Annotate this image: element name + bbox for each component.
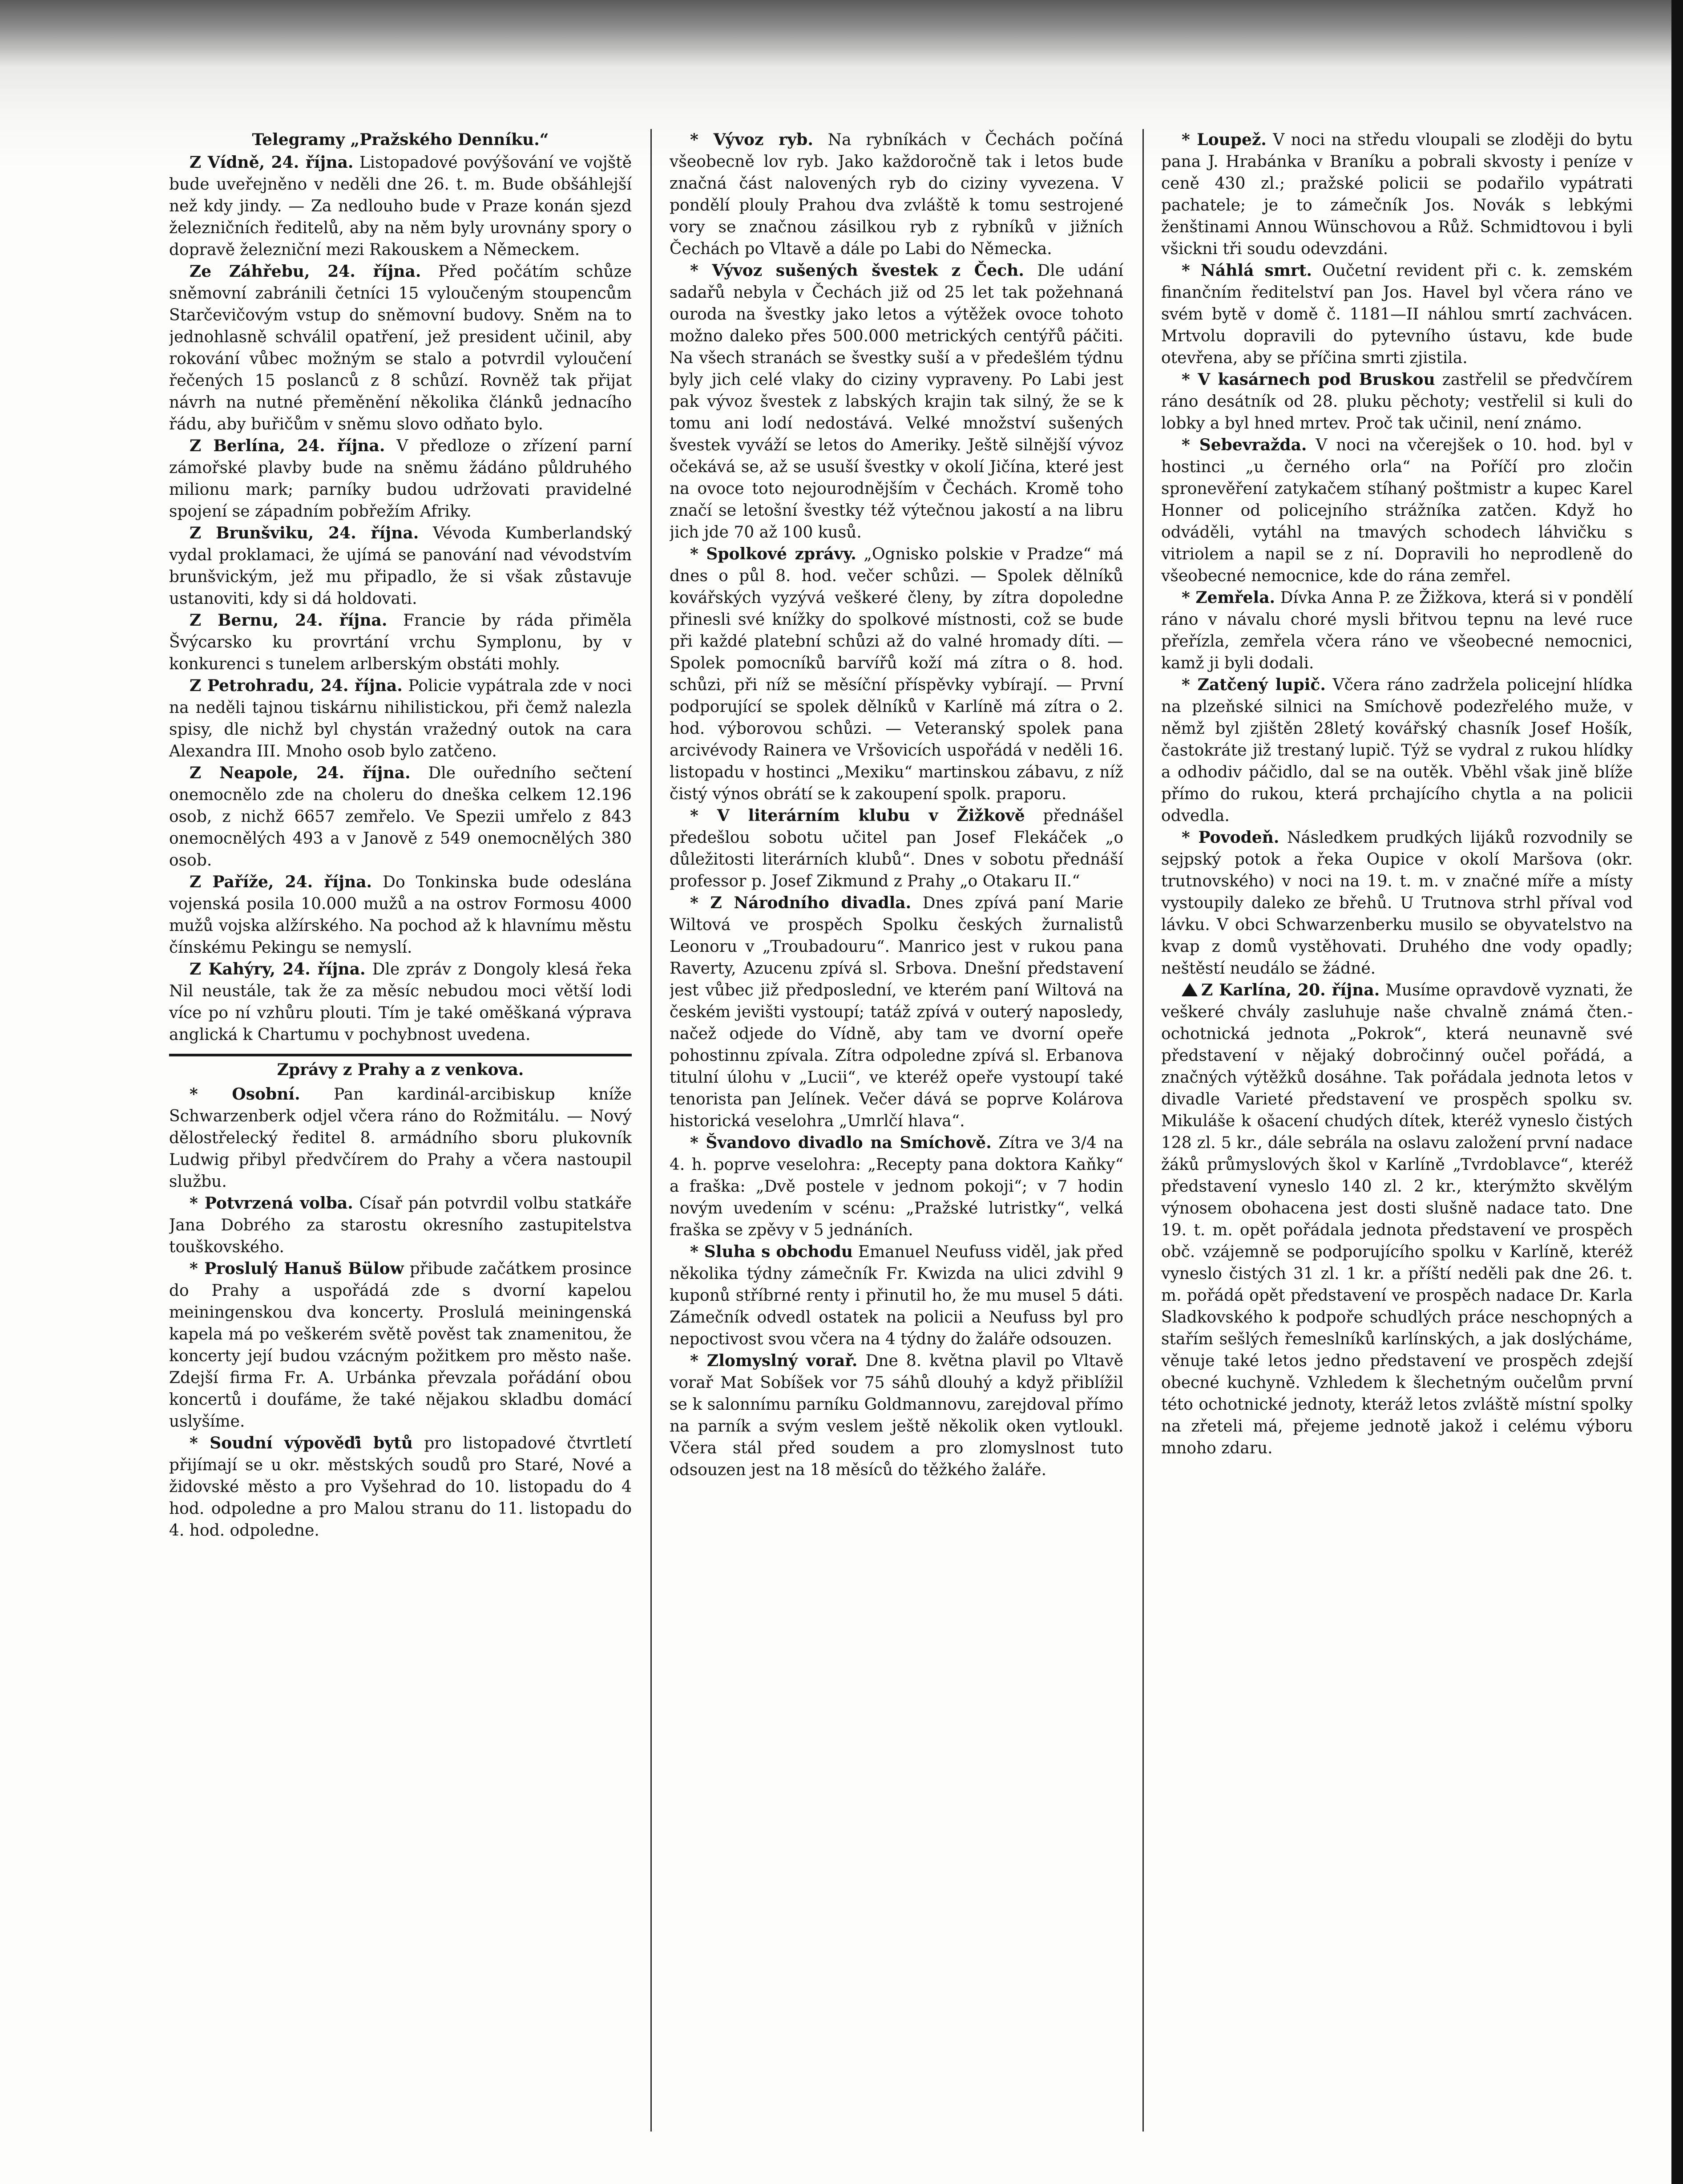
paragraph-text: Před počátím schůze sněmovní zabránili četníci 15 vyloučeným stoupencům Starčevičovým vstup do sněmovní budovy. Sněm na to jednohlasně schválil opatření, jež president učinil, aby rokování vůbec možným se stalo a potvrdil vyloučení řečených 15 poslanců z 8 schůzí. Rovněž tak přijat návrh na nutné přeměnění několika článků jednacího řádu, aby buřičům v sněmu slovo odňato bylo.: [169, 263, 632, 433]
article-paragraph: [169, 959, 632, 1046]
paragraph-lead: * Sluha s obchodu: [690, 1242, 853, 1261]
article-paragraph: [670, 1350, 1123, 1481]
article-paragraph: [169, 1258, 632, 1432]
news-list: [1161, 129, 1633, 1459]
paragraph-text: Vévoda Kumberlandský vydal proklamaci, že ujímá se panování nad vévodstvím brunšvickým, jež mu připadlo, že si však zůstavuje ustanoviti, kdy si dá holdovati.: [169, 524, 632, 608]
article-paragraph: [1161, 587, 1633, 674]
paragraph-text: Zítra ve 3/4 na 4. h. poprve veselohra: „Recepty pana doktora Kaňky“ a fraška: „Dvě postele v jednom pokoji“; v 7 hodin novým uvedením v scénu: „Pražské lutristky“, velká fraška se zpěvy v 5 jednáních.: [670, 1134, 1123, 1239]
paragraph-lead: * Spolkové zprávy.: [690, 545, 856, 563]
article-paragraph: [670, 260, 1123, 543]
paragraph-lead: * Potvrzená volba.: [190, 1194, 353, 1213]
article-paragraph: [169, 261, 632, 435]
paragraph-text: Musíme opravdově vyznati, že veškeré chvály zasluhuje naše chvalně známá čten.-ochotnická jednota „Pokrok“, která neunavně své představení v nějaký dobročinný oučel pořádá, a značných výtěžků dosáhne. Tak pořádala jednota letos v divadle Varieté představení ve prospěch spolku sv. Mikuláše k ošacení chudých dítek, kteréž vyneslo čistých 128 zl. 5 kr., dále sebrála na oslavu založení první nadace žáků průmyslových škol v Karlíně „Tvrdoblavce“, kteréž představení vyneslo 140 zl. 2 kr., kterýmžto skvělým výnosem obohacena jest dosti slušně nadace tato. Dne 19. t. m. opět pořádala jednota představení ve prospěch obč. vzájemně se podporujícího spolku v Karlíně, kteréž vyneslo čistých 31 zl. 1 kr. a příští neděli pak dne 26. t. m. pořádá opět představení ve prospěch nadace Dr. Karla Sladkovského k podpoře schudlých práce neschopných a stařím sešlých řemeslníků karlínských, a jak doslýcháme, věnuje také letos jedno představení ve prospěch zdejší obecné kuchyně. Vzhledem k šlechetným oučelům první této ochotnické jednoty, kteráž letos zvláště místní spolky na zřeteli má, přejeme jednotě jakož i celému výboru mnoho zdaru.: [1161, 981, 1633, 1457]
paragraph-text: Francie by ráda přiměla Švýcarsko ku provrtání vrchu Symplonu, by v konkurenci s tunelem arlberským obstáti mohly.: [169, 611, 632, 673]
column-2: [670, 129, 1123, 2131]
paragraph-lead: * Vývoz sušených švestek z Čech.: [690, 261, 1024, 280]
telegram-heading: Telegramy „Pražského Denníku.“: [252, 130, 549, 149]
paragraph-lead: Z Brunšviku, 24. října.: [190, 524, 419, 542]
article-paragraph: [169, 871, 632, 959]
paragraph-lead: Z Neapole, 24. října.: [190, 764, 411, 782]
paragraph-text: V předloze o zřízení parní zámořské plavby bude na sněmu žádáno půldruhého milionu mark; parníky budou udržovati pravidelné spojení se západním pobřežím Afriky.: [169, 437, 632, 521]
paragraph-text: V noci na středu vloupali se zloději do bytu pana J. Hrabánka v Braníku a pobrali skvosty i peníze v ceně 430 zl.; pražské policii se podařilo vypátrati pachatele; je to zámečník Jos. Novák s lebkými ženštinami Annou Wünschovou a Růž. Schmidtovou i byli všickni tři soudu odevzdáni.: [1161, 131, 1633, 258]
paragraph-text: Oučetní revident při c. k. zemském finančním ředitelství pan Jos. Havel byl včera ráno ve svém bytě v domě č. 1181—II náhlou smrtí zachvácen. Mrtvolu dopravili do pytevního ústavu, kde bude otevřena, aby se příčina smrti zjistila.: [1161, 262, 1633, 367]
article-paragraph: [1161, 260, 1633, 369]
paragraph-text: zastřelil se předvčírem ráno desátník od 28. pluku pěchoty; vestřelil si kuli do lobky a byl hned mrtev. Proč tak učinil, není známo.: [1161, 371, 1633, 433]
section-list: [169, 1084, 632, 1541]
column-rule: [1142, 129, 1144, 2131]
paragraph-text: Dnes zpívá paní Marie Wiltová ve prospěch Spolku českých žurnalistů Leonoru v „Troubadouru“. Manrico jest v rukou pana Raverty, Azucenu zpívá sl. Srbova. Dnešní představení jest vůbec již předposlední, ve kterém paní Wiltová na českém jevišti vystoupí; tatáž zpívá v outerý naposledy, načež odjede do Vídně, aby tam ve dvorní opeře pohostinnu zpívala. Zítra odpoledne zpívá sl. Erbanova titulní úlohu v „Lucii“, ve kteréž opeře vystoupí také tenorista pan Jelínek. Večer dává se poprve Kolárova historická veselohra „Umrlčí hlava“.: [670, 894, 1123, 1130]
column-rule: [650, 129, 652, 2131]
paragraph-lead: * V kasárnech pod Bruskou: [1182, 370, 1435, 389]
article-paragraph: [1161, 979, 1633, 1459]
paragraph-text: Na rybníkách v Čechách počíná všeobecně lov ryb. Jako každoročně tak i letos bude značná část nalovených ryb do ciziny vyvezena. V pondělí plouly Prahou dva zvláště k tomu sestrojené vory se značnou zásilkou ryb z rybníků v jižních Čechách po Vltavě a dále po Labi do Německa.: [670, 131, 1123, 258]
paragraph-text: Dle zpráv z Dongoly klesá řeka Nil neustále, tak že za měsíc nebudou moci větší lodi více po ní vzhůru plouti. Tím je také oměškaná výprava anglická k Chartumu v pochybnost uvedena.: [169, 960, 632, 1044]
paragraph-lead: * Vývoz ryb.: [690, 130, 813, 149]
paragraph-text: Císař pán potvrdil volbu statkáře Jana Dobrého za starostu okresního zastupitelstva touškovského.: [169, 1194, 632, 1256]
article-paragraph: [1161, 827, 1633, 979]
news-list: [670, 129, 1123, 1481]
paragraph-lead: * Soudní výpověďi bytů: [190, 1434, 413, 1452]
paragraph-lead: Z Vídně, 24. října.: [190, 153, 354, 172]
paragraph-text: V noci na včerejšek o 10. hod. byl v hostinci „u černého orla“ na Poříčí pro zločin spronevěření zatykačem stíhaný poštmistr a kupec Karel Honner od policejního strážníka zatčen. Když ho odváděli, vytáhl na tmavých schodech láhvičku s vitriolem a napil se z ní. Dopravili ho neprodleně do všeobecné nemocnice, kde do rána zemřel.: [1161, 436, 1633, 585]
paragraph-lead: Ze Záhřebu, 24. října.: [190, 262, 421, 281]
paragraph-lead: Z Paříže, 24. října.: [190, 873, 372, 891]
article-paragraph: [169, 435, 632, 522]
columns: [169, 129, 1633, 2158]
paragraph-lead: Z Petrohradu, 24. října.: [190, 676, 403, 695]
article-paragraph: [169, 610, 632, 675]
article-paragraph: [1161, 369, 1633, 434]
paragraph-text: Dle ouředního sečtení onemocnělo zde na choleru do dneška celkem 12.196 osob, z nichž 6657 zemřelo. Ve Spezii umřelo z 843 onemocnělých 493 a v Janově z 549 onemocnělých 380 osob.: [169, 764, 632, 870]
paragraph-text: Včera ráno zadržela policejní hlídka na plzeňské silnici na Smíchově podezřelého muže, v němž byl zjištěn 28letý kovářský chasník Josef Hošík, častokráte již trestaný lupič. Týž se vydral z rukou hlídky a odhodiv páčidlo, dal se na outěk. Vběhl však jině blíže přímo do rukou, která prchajícího chytla a na policii odvedla.: [1161, 676, 1633, 825]
paragraph-text: Dívka Anna P. ze Žižkova, která si v pondělí ráno v návalu choré mysli břitvou tepnu na levé ruce přeřízla, zemřela včera ráno ve všeobecné nemocnici, kamž ji byli dodali.: [1161, 589, 1633, 672]
article-paragraph: [169, 762, 632, 871]
paragraph-lead: Z Karlína, 20. října.: [1201, 981, 1380, 999]
paragraph-text: Policie vypátrala zde v noci na neděli tajnou tiskárnu nihilistickou, při čemž nalezla spisy, dle nichž byl chystán vražedný outok na cara Alexandra III. Mnoho osob bylo zatčeno.: [169, 677, 632, 760]
column-1: [169, 129, 632, 2131]
paragraph-text: Následkem prudkých lijáků rozvodnily se sejpský potok a řeka Oupice v okolí Maršova (okr. trutnovského) v noci na 19. t. m. v značné míře a místy vystoupily daleko ze břehů. U Trutnova strhl příval vod lávku. V obci Schwarzenberku musilo se obyvatelstvo na kvap z domů vystěhovati. Druhého dne vody opadly; neštěstí neudálo se žádné.: [1161, 829, 1633, 978]
article-paragraph: [169, 1193, 632, 1258]
triangle-icon: [1182, 983, 1198, 996]
article-paragraph: [670, 129, 1123, 260]
paragraph-lead: * Loupež.: [1182, 130, 1267, 149]
article-paragraph: [1161, 434, 1633, 587]
paragraph-lead: * V literárním klubu v Žižkově: [690, 806, 1025, 825]
paragraph-text: Do Tonkinska bude odeslána vojenská posila 10.000 mužů a na ostrov Formosu 4000 mužů vojska alžírského. Na pochod až k hlavnímu městu čínskému Pekingu se nemyslí.: [169, 873, 632, 957]
paragraph-lead: * Zlomyslný vorař.: [690, 1351, 858, 1370]
article-paragraph: [670, 1241, 1123, 1350]
article-paragraph: [670, 805, 1123, 892]
paragraph-lead: * Švandovo divadlo na Smíchově.: [690, 1133, 992, 1152]
article-paragraph: [169, 152, 632, 261]
paragraph-text: Listopadové povýšování ve vojště bude uveřejněno v neděli dne 26. t. m. Bude obšáhlejší než kdy jindy. — Za nedlouho bude v Praze konán sjezd železničních ředitelů, aby na něm byly urovnány spory o dopravě železniční mezi Rakouskem a Německem.: [169, 154, 632, 259]
article-paragraph: [1161, 674, 1633, 827]
paragraph-text: pro listopadové čtvrtletí přijímají se u okr. městských soudů pro Staré, Nové a židovské město a pro Vyšehrad do 10. listopadu do 4 hod. odpoledne a pro Malou stranu do 11. listopadu do 4. hod. odpoledne.: [169, 1434, 632, 1540]
paragraph-lead: Z Berlína, 24. října.: [190, 437, 385, 455]
paragraph-text: Emanuel Neufuss viděl, jak před několika týdny zámečník Fr. Kwizda na ulici zdvihl 9 kuponů stříbrné renty i přinutil ho, že mu musel 5 dáti. Zámečník odvedl ostatek na policii a Neufuss byl pro nepoctivost svou včera na 4 týdny do žaláře odsouzen.: [670, 1243, 1123, 1348]
paragraph-text: Dle udání sadařů nebyla v Čechách již od 25 let tak požehnaná ouroda na švestky jako letos a výtěžek ovoce tohoto možno daleko přes 500.000 metrických centýřů páčiti. Na všech stranách se švestky suší a v předešlém týdnu byly jich celé vlaky do ciziny vypraveny. Po Labi jest pak vývoz švestek z labských krajin tak silný, že se k tomu ani lodí nedostává. Velké množství sušených švestek vyváží se letos do Ameriky. Ještě silnější vývoz očekává se, až se usuší švestky v okolí Jičína, které jest na ovoce toto nejourodnějším v Čechách. Kromě toho značí se letošní švestky též výtečnou jakostí a na libru jich jde 70 až 100 kusů.: [670, 262, 1123, 542]
column-3: [1161, 129, 1633, 2131]
scan-border: [1671, 0, 1683, 2184]
article-paragraph: [169, 522, 632, 610]
paragraph-lead: * Proslulý Hanuš Bülow: [190, 1259, 404, 1278]
paragraph-text: „Ognisko polskie v Pradze“ má dnes o půl 8. hod. večer schůzi. — Spolek dělníků kovářských vyzývá veškeré členy, by zítra dopoledne přinesli své knížky do spolkové místnosti, což se bude při každé platební schůzi až do valné hromady díti. — Spolek pomocníků barvířů koží má zítra o 8. hod. schůzi, při níž se měsíční příspěvky vybírají. — První podporující se spolek dělníků v Karlíně má zítra o 2. hod. výborovou schůzi. — Veteranský spolek pana arcivévody Rainera ve Vršovicích uspořádá v neděli 16. listopadu v hostinci „Mexiku“ martinskou zábavu, z níž čistý výnos obrátí se k zakoupení spolk. praporu.: [670, 545, 1123, 803]
paragraph-lead: * Náhlá smrt.: [1182, 261, 1312, 280]
paragraph-text: přednášel předešlou sobotu učitel pan Josef Flekáček „o důležitosti literárních klubů“. Dnes v sobotu přednáší professor p. Josef Zikmund z Prahy „o Otakaru II.“: [670, 807, 1123, 890]
paragraph-lead: * Zatčený lupič.: [1182, 675, 1326, 694]
paragraph-lead: * Osobní.: [190, 1085, 300, 1104]
paragraph-text: přibude začátkem prosince do Prahy a uspořádá zde s dvorní kapelou meiningenskou dva koncerty. Proslulá meiningenská kapela má po veškerém světě pověst tak znamenitou, že koncerty její budou vzácným požitkem pro město naše. Zdejší firma Fr. A. Urbánka převzala pořádání obou koncertů i doufáme, že také nějakou skladbu domácí uslyšíme.: [169, 1260, 632, 1431]
paragraph-lead: * Sebevražda.: [1182, 436, 1307, 454]
telegram-list: [169, 152, 632, 1046]
paragraph-text: Dne 8. května plavil po Vltavě vorař Mat Sobíšek vor 75 sáhů dlouhý a když přiblížil se k salonnímu parníku Goldmannovu, zarejdoval přímo na parník a svým veslem ještě několik oken vytloukl. Včera stál před soudem a pro zlomyslnost tuto odsouzen jest na 18 měsíců do těžkého žaláře.: [670, 1352, 1123, 1479]
paragraph-text: Pan kardinál-arcibiskup kníže Schwarzenberk odjel včera ráno do Rožmitálu. — Nový dělostřelecký ředitel 8. armádního sboru plukovník Ludwig přibyl předvčírem do Prahy a včera nastoupil službu.: [169, 1085, 632, 1191]
paragraph-lead: * Z Národního divadla.: [690, 894, 912, 912]
article-paragraph: [670, 543, 1123, 805]
article-paragraph: [670, 1132, 1123, 1241]
section-heading: Zprávy z Prahy a z venkova.: [169, 1054, 632, 1081]
paragraph-lead: Z Bernu, 24. října.: [190, 611, 387, 630]
article-paragraph: [169, 675, 632, 762]
article-paragraph: [670, 892, 1123, 1132]
paragraph-lead: Z Kahýry, 24. října.: [190, 960, 366, 979]
article-paragraph: [1161, 129, 1633, 260]
article-paragraph: [169, 1084, 632, 1193]
paragraph-lead: * Povodeň.: [1182, 828, 1279, 847]
article-paragraph: [169, 1432, 632, 1541]
paragraph-lead: * Zemřela.: [1182, 588, 1275, 607]
